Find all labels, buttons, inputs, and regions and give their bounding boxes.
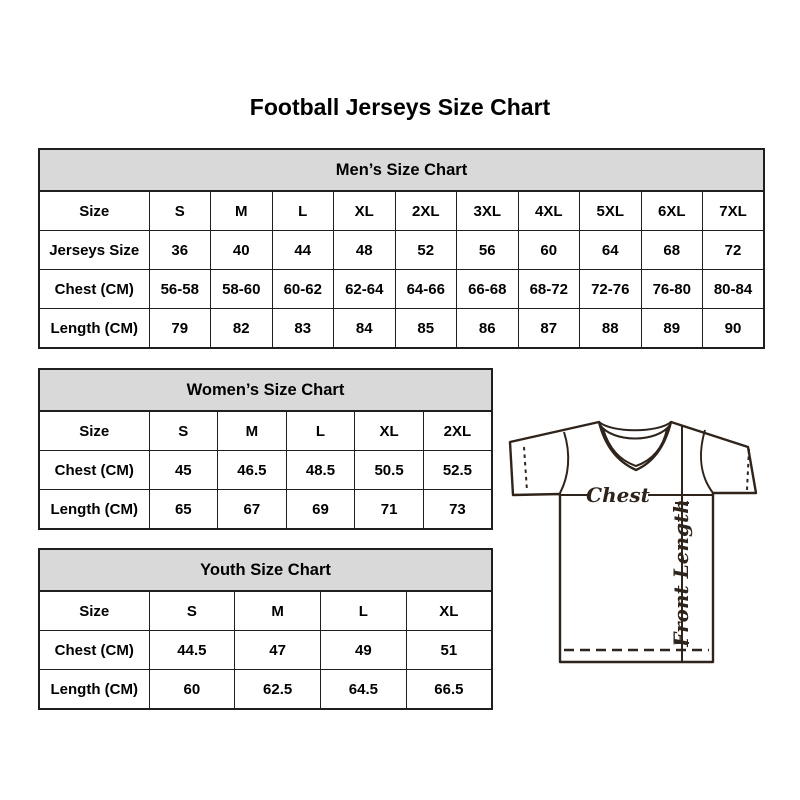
- row-label-cell: Chest (CM): [39, 631, 149, 670]
- size-value-cell: 62-64: [334, 270, 396, 309]
- size-value-cell: S: [149, 411, 218, 451]
- left-cuff-dashed-line: [524, 447, 527, 491]
- youth-size-table: [38, 548, 493, 710]
- size-value-cell: 76-80: [641, 270, 703, 309]
- collar-arc-outer: [599, 422, 671, 430]
- table-row: [39, 411, 492, 451]
- size-value-cell: XL: [406, 591, 492, 631]
- size-value-cell: 66-68: [457, 270, 519, 309]
- left-armhole-seam: [560, 432, 568, 493]
- table-row: [39, 451, 492, 490]
- size-value-cell: 88: [580, 309, 642, 349]
- table-row: [39, 591, 492, 631]
- size-value-cell: 2XL: [395, 191, 457, 231]
- size-value-cell: 72-76: [580, 270, 642, 309]
- row-label-cell: Size: [39, 411, 149, 451]
- size-value-cell: 5XL: [580, 191, 642, 231]
- size-value-cell: 68-72: [518, 270, 580, 309]
- table-row: [39, 490, 492, 530]
- row-label-cell: Size: [39, 191, 149, 231]
- size-value-cell: M: [211, 191, 273, 231]
- size-value-cell: 58-60: [211, 270, 273, 309]
- size-value-cell: 56-58: [149, 270, 211, 309]
- size-value-cell: 45: [149, 451, 218, 490]
- row-label-cell: Chest (CM): [39, 270, 149, 309]
- size-value-cell: 48.5: [286, 451, 355, 490]
- table-row: [39, 191, 764, 231]
- size-value-cell: 62.5: [235, 670, 321, 710]
- size-value-cell: 6XL: [641, 191, 703, 231]
- size-value-cell: 36: [149, 231, 211, 270]
- size-value-cell: 51: [406, 631, 492, 670]
- size-value-cell: 44: [272, 231, 334, 270]
- size-value-cell: 3XL: [457, 191, 519, 231]
- size-value-cell: 52: [395, 231, 457, 270]
- size-value-cell: 60-62: [272, 270, 334, 309]
- size-value-cell: 65: [149, 490, 218, 530]
- size-value-cell: 60: [518, 231, 580, 270]
- size-value-cell: L: [321, 591, 407, 631]
- size-value-cell: 85: [395, 309, 457, 349]
- table-row: [39, 309, 764, 349]
- youth-size-chart-header: Youth Size Chart: [39, 549, 492, 591]
- size-value-cell: 90: [703, 309, 765, 349]
- size-value-cell: 84: [334, 309, 396, 349]
- size-value-cell: 40: [211, 231, 273, 270]
- size-value-cell: 52.5: [423, 451, 492, 490]
- size-value-cell: 56: [457, 231, 519, 270]
- size-value-cell: 73: [423, 490, 492, 530]
- size-value-cell: M: [218, 411, 287, 451]
- size-value-cell: L: [272, 191, 334, 231]
- page-title: Football Jerseys Size Chart: [249, 94, 551, 120]
- right-armhole-seam: [701, 430, 713, 493]
- size-value-cell: 79: [149, 309, 211, 349]
- size-value-cell: XL: [334, 191, 396, 231]
- size-value-cell: 89: [641, 309, 703, 349]
- size-value-cell: 60: [149, 670, 235, 710]
- size-value-cell: 64.5: [321, 670, 407, 710]
- womens-size-table: [38, 368, 493, 530]
- size-value-cell: 47: [235, 631, 321, 670]
- table-row: [39, 670, 492, 710]
- size-value-cell: 87: [518, 309, 580, 349]
- table-row: [39, 631, 492, 670]
- size-value-cell: 44.5: [149, 631, 235, 670]
- size-value-cell: 64: [580, 231, 642, 270]
- row-label-cell: Length (CM): [39, 309, 149, 349]
- table-row: [39, 270, 764, 309]
- size-value-cell: 4XL: [518, 191, 580, 231]
- row-label-cell: Jerseys Size: [39, 231, 149, 270]
- size-value-cell: 69: [286, 490, 355, 530]
- size-value-cell: 67: [218, 490, 287, 530]
- jersey-measurement-diagram: [498, 402, 773, 670]
- size-value-cell: L: [286, 411, 355, 451]
- row-label-cell: Size: [39, 591, 149, 631]
- size-value-cell: XL: [355, 411, 424, 451]
- mens-size-chart-header: Men’s Size Chart: [39, 149, 764, 191]
- chest-label: Chest: [586, 483, 650, 507]
- size-value-cell: 83: [272, 309, 334, 349]
- size-value-cell: 64-66: [395, 270, 457, 309]
- size-value-cell: S: [149, 591, 235, 631]
- row-label-cell: Length (CM): [39, 670, 149, 710]
- size-value-cell: 86: [457, 309, 519, 349]
- row-label-cell: Length (CM): [39, 490, 149, 530]
- size-value-cell: 71: [355, 490, 424, 530]
- womens-size-chart-header: Women’s Size Chart: [39, 369, 492, 411]
- size-value-cell: 80-84: [703, 270, 765, 309]
- size-value-cell: M: [235, 591, 321, 631]
- size-value-cell: 66.5: [406, 670, 492, 710]
- mens-size-table: [38, 148, 765, 349]
- row-label-cell: Chest (CM): [39, 451, 149, 490]
- size-value-cell: 48: [334, 231, 396, 270]
- size-value-cell: 72: [703, 231, 765, 270]
- size-value-cell: 7XL: [703, 191, 765, 231]
- jersey-outline: [510, 422, 756, 662]
- front-length-label: Front Length: [669, 499, 693, 647]
- size-value-cell: 68: [641, 231, 703, 270]
- size-value-cell: S: [149, 191, 211, 231]
- table-row: [39, 231, 764, 270]
- size-value-cell: 82: [211, 309, 273, 349]
- size-value-cell: 46.5: [218, 451, 287, 490]
- size-value-cell: 49: [321, 631, 407, 670]
- size-value-cell: 50.5: [355, 451, 424, 490]
- size-value-cell: 2XL: [423, 411, 492, 451]
